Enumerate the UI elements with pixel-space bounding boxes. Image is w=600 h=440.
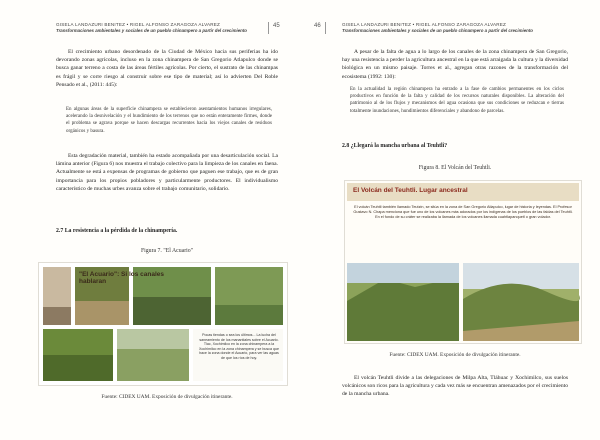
header-authors: GISELA LANDAZURI BENITEZ • RIGEL ALFONSO ZARAGOZA ALVAREZ [342,22,507,27]
block-quote: En algunas áreas de la superficie chinampera se establecieron asentamientos humanos irregulares, acelerando la desnivelación y el hundimiento de los terrenos que no están enteramente firmes, donde el problema se agrava porque se hacen descargas recurrentes hacia los viejos canales de residuos orgánicos y basura. [66,107,272,134]
page-number: 45 [268,22,280,34]
left-header [56,22,280,44]
section-title: 2.8 ¿Llegará la mancha urbana al Teuhtli? [342,143,448,149]
figure-title: "El Acuario": Si los canales hablaran [79,271,165,285]
paragraph: El volcán Teuhtli divide a las delegaciones de Milpa Alta, Tláhuac y Xochimilco, sus suelos volcánicos son ricos para la agricultura y cada vez más se encuentran amenazados por el crecimiento de la mancha urbana. [342,375,568,398]
figure-text: El volcán Teuhtli también llamado Teutzin, se sitúa en la zona de San Gregorio Atlapulco, lugar de historia y leyendas. El Profesor Gustavo N. Chapa menciona que fue uno de los volcanes más adorados por los indígenas de los pueblos de las faldas del Teuhtli. En el fondo de su cráter se realizaba la llamada de los volcanes llamada cuahtlapanquetl o gran volador. [353,205,573,219]
figure-title: El Volcán del Teuhtli. Lugar ancestral [353,187,468,194]
header-subtitle: Transformaciones ambientales y sociales de un pueblo chinampero a partir del crecimiento [342,28,533,33]
header-subtitle: Transformaciones ambientales y sociales de un pueblo chinampero a partir del crecimiento [56,28,247,33]
figure-label: Figura 8. El Volcán del Teuhtli. [418,165,492,171]
figure-text: Pocas tiendas o sea los últimos... La lucha del saneamiento de los manantiales sobre el Acuario. Tlac, Xochimilco en la zona chinampera a la Xochimilco en la zona chinampera y se busca que hace la zona donde el Acuario, para ver las aguas de que los ríos de hoy. [199,333,279,360]
paragraph: A pesar de la falta de agua a lo largo de los canales de la zona chinampera de San Gregorio, hay una resistencia a perder la agricultura ancestral en la que está arraigada la cultura y la diversidad biológica en un mismo paisaje. Torres et al., agregan otras razones de la transformación del ecosistema (1992: 130): [342,49,568,80]
section-title: 2.7 La resistencia a la pérdida de la chinampería. [56,228,178,234]
paragraph: El crecimiento urbano desordenado de la Ciudad de México hacia sus periferias ha ido devorando zonas agrícolas, incluso en la zona chinampera de San Gregorio Atlapulco donde se busca ganar terreno a costa de las áreas fértiles agrícolas. Por cierto, el sustrato de las chinampas es frágil y se corre riesgo al construir sobre ese tipo de material; así lo advierten Del Roble Pensado et al., (2011: 445): [56,49,278,88]
figure-source: Fuente: CIDEX UAM. Exposición de divulgación itinerante. [389,352,521,358]
block-quote: En la actualidad la región chinampera ha entrado a la fase de cambios permanentes en los ciclos productivos en función de la falta y calidad de los recursos naturales disponibles. La alteración del patrimonio al de los flujos y mecanismos del agua ocasiona que sus condiciones se reduzcan e tierras totalmente inundaciones, hundimientos diferenciales y abandono de parcelas. [350,87,564,114]
paragraph: Esta degradación material, también ha estado acompañada por una desarticulación social. La lámina anterior (Figura 6) nos muestra el trabajo colectivo para la limpieza de los canales en faena. Actualmente se está a expensas de programas de gobierno que paguen ese trabajo, que es de gran importancia para los propios pobladores y particularmente productores. El individualismo característico de muchas urbes avanza sobre el trabajo comunitario, solidario. [56,153,278,192]
header-authors: GISELA LANDAZURI BENITEZ • RIGEL ALFONSO ZARAGOZA ALVAREZ [56,22,221,27]
figure-image [38,262,288,386]
page-number: 46 [314,22,326,34]
figure-image [344,180,582,344]
figure-label: Figura 7. "El Acuario" [140,248,194,254]
right-header [342,22,580,44]
figure-source: Fuente: CIDEX UAM. Exposición de divulgación itinerante. [101,394,233,400]
right-page [300,0,600,440]
